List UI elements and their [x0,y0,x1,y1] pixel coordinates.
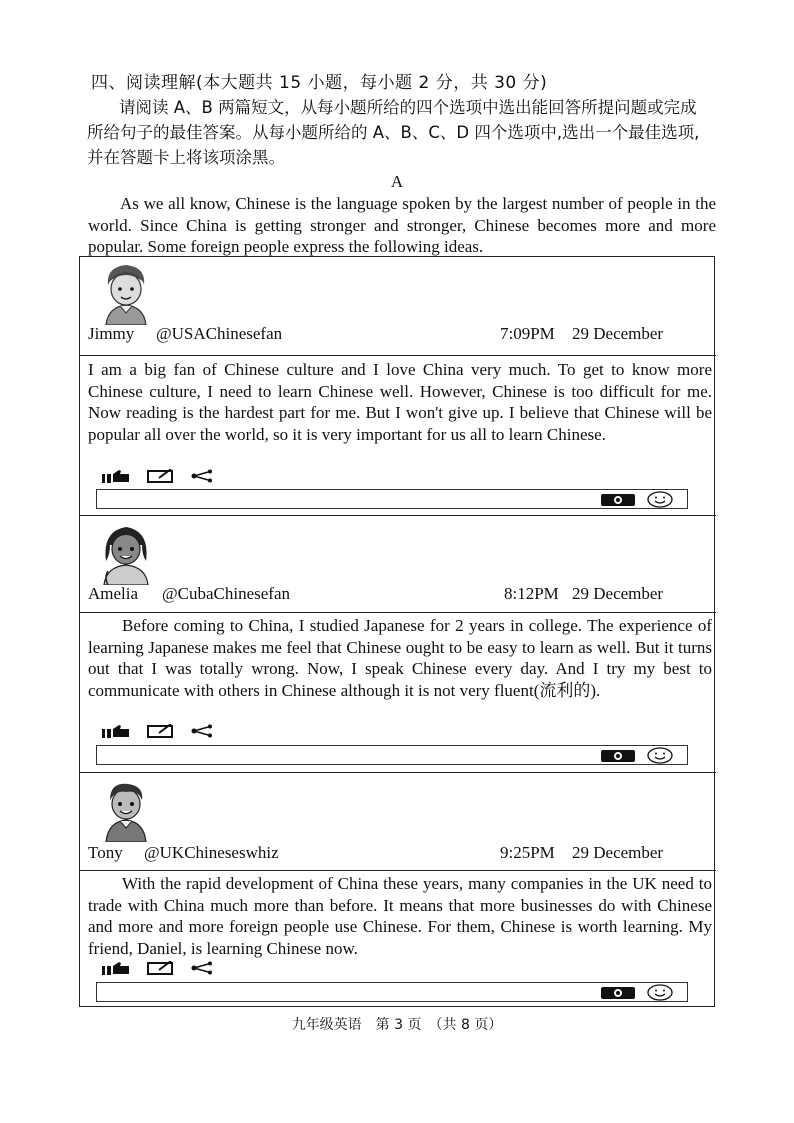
divider [80,612,716,613]
divider [80,870,716,871]
camera-icon[interactable] [601,749,635,767]
post-time: 7:09PM [500,324,555,343]
divider [80,355,716,356]
post-actions [102,724,222,740]
like-icon[interactable] [102,724,130,743]
post-handle[interactable]: @UKChineseswhiz [144,843,279,862]
post-user: Tony [88,843,123,862]
passage-intro: As we all know, Chinese is the language spoken by the largest number of people in the world. Since China is getting stronger and stronger, Chinese becomes more and more popular. Some foreign people express the following ideas. [88,194,716,256]
post-actions [102,469,222,485]
divider [80,772,716,773]
smiley-icon[interactable] [647,491,673,513]
camera-icon[interactable] [601,986,635,1004]
edit-icon[interactable] [147,469,175,488]
post-time: 8:12PM [504,584,559,603]
divider [80,515,716,516]
smiley-icon[interactable] [647,747,673,769]
post-body: Before coming to China, I studied Japanese for 2 years in college. The experience of learning Japanese makes me feel that Chinese ought to be easy to learn as well. But it turns out that I was totally wrong. Now, I speak Chinese every day. And I try my best to communicate with others in Chinese although it is not very fluent(流利的). [88,616,712,700]
passage-label: A [390,172,404,191]
avatar [98,521,154,585]
post-user: Jimmy [88,324,135,343]
share-icon[interactable] [190,961,214,980]
smiley-icon[interactable] [647,984,673,1006]
like-icon[interactable] [102,469,130,488]
post-handle[interactable]: @USAChinesefan [156,324,283,343]
post-user: Amelia [88,584,139,603]
avatar [98,261,154,325]
post-date: 29 December [572,324,664,343]
share-icon[interactable] [190,724,214,743]
page-footer: 九年级英语 第 3 页 （共 8 页） [291,1017,503,1033]
post-actions [102,961,222,977]
avatar [98,778,154,842]
instructions: 请阅读 A、B 两篇短文，从每小题所给的四个选项中选出能回答所提问题或完成所给句子的最佳答案。从每小题所给的 A、B、C、D 四个选项中,选出一个最佳选项,并在答题卡上将该项涂黑。 [87,98,700,167]
comment-bar[interactable] [96,745,688,765]
social-feed [79,256,715,1007]
edit-icon[interactable] [147,961,175,980]
camera-icon[interactable] [601,493,635,511]
post-date: 29 December [572,584,664,603]
post-body: I am a big fan of Chinese culture and I love China very much. To get to know more Chinese culture, I need to learn Chinese well. However, Chinese is too difficult for me. Now reading is the hardest part for me. But I won't give up. I believe that Chinese will be popular all over the world, so it is very important for us all to learn Chinese. [88,360,712,444]
like-icon[interactable] [102,961,130,980]
section-title: 四、阅读理解(本大题共 15 小题，每小题 2 分，共 30 分) [91,73,548,93]
comment-bar[interactable] [96,489,688,509]
post-body: With the rapid development of China these years, many companies in the UK need to trade with China much more than before. It means that more businesses do with Chinese and more and more foreign people use Chinese. For them, Chinese is worth learning. My friend, Daniel, is learning Chinese now. [88,874,712,958]
post-handle[interactable]: @CubaChinesefan [162,584,291,603]
comment-bar[interactable] [96,982,688,1002]
edit-icon[interactable] [147,724,175,743]
post-date: 29 December [572,843,664,862]
share-icon[interactable] [190,469,214,488]
post-time: 9:25PM [500,843,555,862]
